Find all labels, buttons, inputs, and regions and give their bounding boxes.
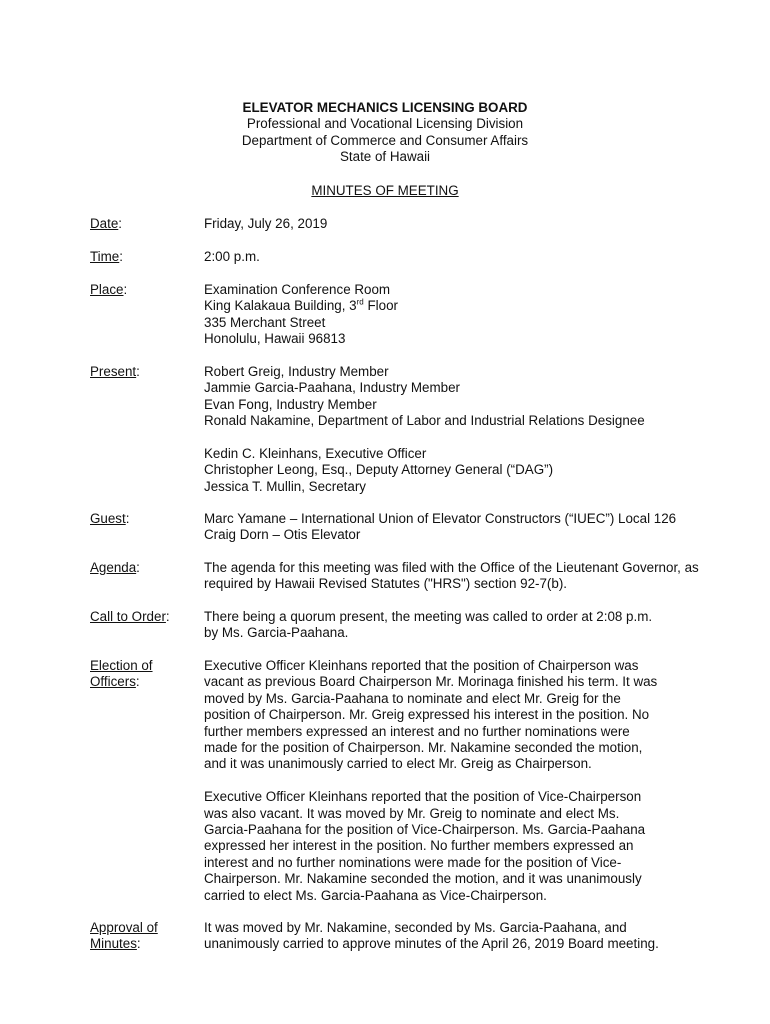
present-list [204, 364, 734, 495]
present-member: Robert Greig, Industry Member [204, 364, 389, 379]
guest-list [204, 511, 734, 544]
date-label: Date: [90, 216, 123, 231]
call-to-order-label: Call to Order: [90, 609, 170, 624]
approval-text: It was moved by Mr. Nakamine, seconded by Ms. Garcia-Paahana, and unanimously carried to approve minutes of the April 26, 2019 Board meeting. [204, 920, 659, 952]
place-value [204, 282, 734, 348]
place-building: King Kalakaua Building, 3rd Floor [204, 297, 398, 314]
present-member: Evan Fong, Industry Member [204, 396, 377, 412]
agenda-label: Agenda: [90, 560, 140, 575]
guest-label: Guest: [90, 511, 130, 526]
place-label: Place: [90, 282, 128, 297]
agenda-text: The agenda for this meeting was filed with the Office of the Lieutenant Governor, as required by Hawaii Revised Statutes ("HRS") section 92-7(b). [204, 560, 699, 592]
present-label: Present: [90, 364, 140, 379]
present-member: Jammie Garcia-Paahana, Industry Member [204, 380, 461, 396]
approval-label: Approval of Minutes: [90, 920, 158, 952]
present-member: Ronald Nakamine, Department of Labor and Industrial Relations Designee [204, 413, 645, 429]
board-name: ELEVATOR MECHANICS LICENSING BOARD [242, 100, 528, 115]
election-text: Executive Officer Kleinhans reported that the position of Chairperson was vacant as previous Board Chairperson Mr. Morinaga finished his term. It was moved by Ms. Garcia-Paahana to nominate and elect Mr. Greig for the position of Chairperson. Mr. Greig expressed his interest in the position. No further members expressed an interest and no further nominations were made for the position of Chairperson. Mr. Nakamine seconded the motion, and it was unanimously carried to elect Mr. Greig as Chairperson. Executive Officer Kleinhans reported that the position of Vice-Chairperson was also vacant. It was moved by Mr. Greig to nominate and elect Ms. Garcia-Paahana for the position of Vice-Chairperson. Ms. Garcia-Paahana expressed her interest in the position. No further members expressed an interest and no further nominations were made for the position of Vice- Chairperson. Mr. Nakamine seconded the motion, and it was unanimously carried to elect Ms. Garcia-Paahana as Vice-Chairperson. [204, 658, 658, 903]
time-label: Time: [90, 249, 123, 264]
minutes-title: MINUTES OF MEETING [311, 183, 459, 198]
department-name: Department of Commerce and Consumer Affairs [241, 132, 529, 148]
state-name: State of Hawaii [339, 149, 431, 165]
present-staff: Christopher Leong, Esq., Deputy Attorney General (“DAG”) [204, 462, 554, 478]
date-value: Friday, July 26, 2019 [204, 216, 328, 231]
document-header [0, 100, 770, 166]
election-label: Election of Officers: [90, 658, 153, 690]
call-to-order-text: There being a quorum present, the meeting was called to order at 2:08 p.m. by Ms. Garcia-Paahana. [204, 609, 653, 641]
division-name: Professional and Vocational Licensing Division [246, 116, 524, 132]
place-room: Examination Conference Room [204, 282, 391, 297]
guest-entry: Marc Yamane – International Union of Elevator Constructors (“IUEC”) Local 126 [204, 511, 677, 526]
present-staff: Jessica T. Mullin, Secretary [204, 478, 366, 494]
place-city: Honolulu, Hawaii 96813 [204, 331, 346, 347]
time-value: 2:00 p.m. [204, 249, 260, 264]
present-staff: Kedin C. Kleinhans, Executive Officer [204, 446, 427, 462]
guest-entry: Craig Dorn – Otis Elevator [204, 527, 361, 543]
place-street: 335 Merchant Street [204, 314, 326, 330]
